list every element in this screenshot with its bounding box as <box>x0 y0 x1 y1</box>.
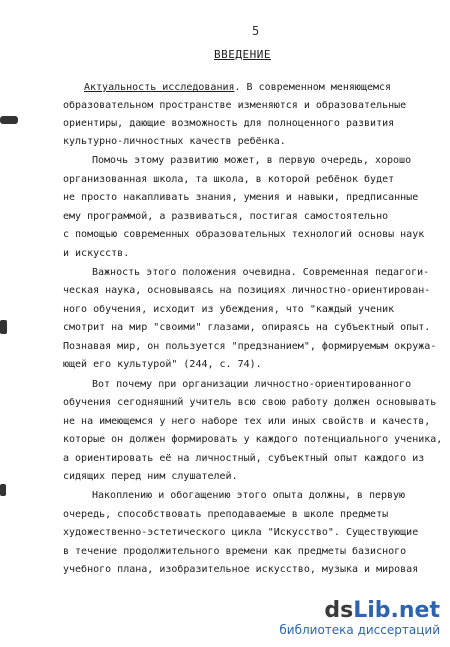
text-line: Важность этого положения очевидна. Современная педагоги- <box>92 267 430 278</box>
text-line: смотрит на мир "своими" глазами, опираясь на субъектный опыт. <box>63 322 431 333</box>
text-line: в течение продолжительного времени как предметы базисного <box>63 546 407 557</box>
text-line: ческая наука, основываясь на позициях личностно-ориентирован- <box>63 285 431 296</box>
text-line: ему программой, а развиваться, постигая самостоятельно <box>63 211 389 222</box>
margin-mark <box>0 484 6 496</box>
logo-prefix: ds <box>324 598 354 623</box>
text-line: Помочь этому развитию может, в первую очередь, хорошо <box>92 155 412 166</box>
text-line: ного обучения, исходит из убеждения, что "каждый ученик <box>63 304 395 315</box>
page-number: 5 <box>252 24 260 38</box>
text-line: сидящих перед ним слушателей. <box>63 471 238 482</box>
text-line: Вот почему при организации личностно-ориентированного <box>92 379 412 390</box>
actuality-lead: Актуальность исследования <box>84 82 235 93</box>
text-line <box>84 82 391 94</box>
text-line: учебного плана, изобразительное искусство, музыка и мировая <box>63 564 419 575</box>
margin-mark <box>0 320 7 334</box>
actuality-line-rest: . В современном меняющемся <box>234 82 392 93</box>
watermark-subtitle: библиотека диссертаций <box>279 623 440 637</box>
text-line: ориентиры, дающие возможность для полноценного развития <box>63 118 395 129</box>
text-line: Накоплению и обогащению этого опыта должны, в первую <box>92 490 406 501</box>
text-line: не просто накапливать знания, умения и навыки, предписанные <box>63 192 419 203</box>
dslib-logo <box>279 600 440 622</box>
text-line: организованная школа, та школа, в которой ребёнок будет <box>63 174 395 185</box>
text-line: и искусств. <box>63 248 130 259</box>
logo-rest: Lib.net <box>353 598 440 623</box>
text-line: а ориентировать её на личностный, субъектный опыт каждого из <box>63 453 425 464</box>
margin-mark <box>0 116 18 124</box>
text-line: которые он должен формировать у каждого потенциального ученика, <box>63 434 443 445</box>
text-line: образовательном пространстве изменяются и образовательные <box>63 100 407 111</box>
text-line: обучения сегодняшний учитель всю свою работу должен основывать <box>63 397 437 408</box>
text-line: очередь, способствовать преподаваемые в школе предметы <box>63 509 389 520</box>
text-line: с помощью современных образовательных технологий основы наук <box>63 229 425 240</box>
dslib-watermark <box>279 600 440 637</box>
text-line: Познавая мир, он пользуется "предзнанием", формируемым окружа- <box>63 341 437 352</box>
section-heading: ВВЕДЕНИЕ <box>214 48 271 61</box>
text-line: художественно-эстетического цикла "Искусство". Существующие <box>63 527 419 538</box>
text-line: культурно-личностных качеств ребёнка. <box>63 136 286 147</box>
text-line: ющей его культурой" (244, с. 74). <box>63 359 262 370</box>
text-line: не на имеющемся у него наборе тех или иных свойств и качеств, <box>63 416 431 427</box>
